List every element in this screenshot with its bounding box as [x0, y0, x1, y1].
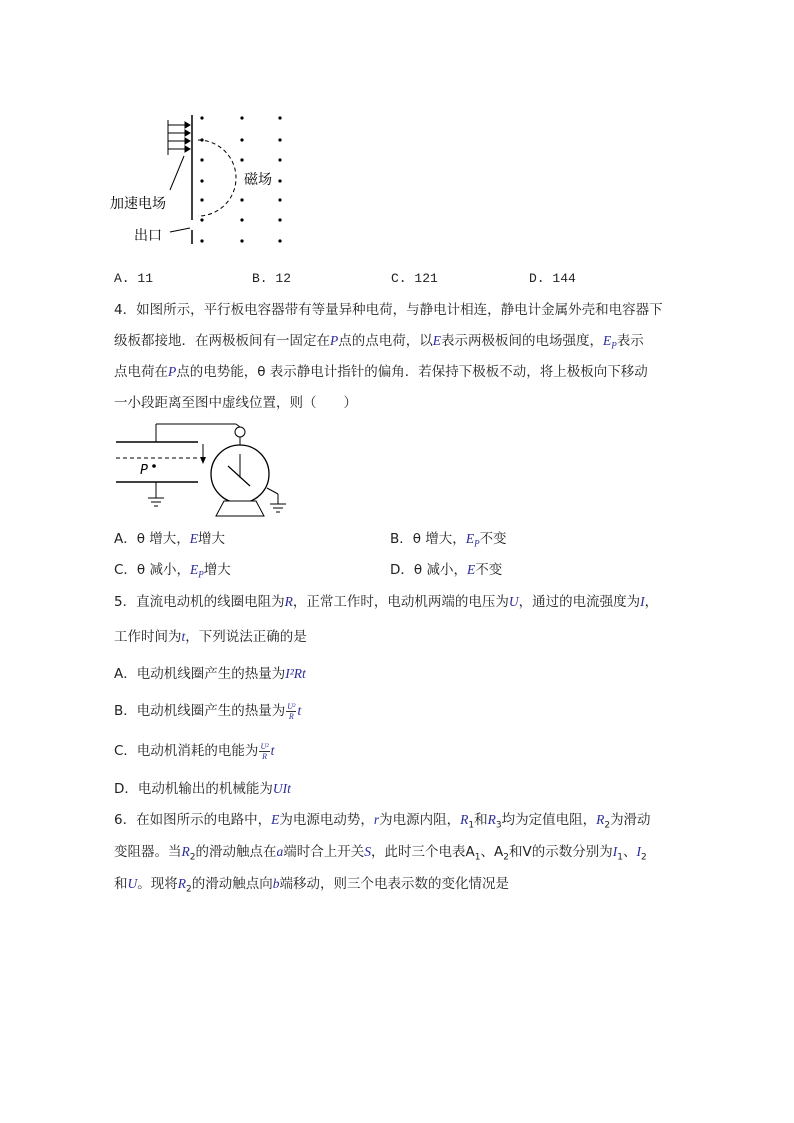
figure-capacitor-electrometer: [112, 418, 302, 520]
label-accelerating-field: 加速电场: [110, 196, 166, 212]
figure-magnetic-field: [108, 110, 308, 250]
label-exit: 出口: [134, 228, 162, 244]
q3-option-d: D. 144: [529, 271, 576, 286]
q6-line2: 变阻器。当$R_2$的滑动触点在a端时合上开关S，此时三个电表$A_1$、$A_2$和V的示数分别为$I_1$、$I_2$: [114, 844, 647, 863]
label-magnetic-field: 磁场: [244, 172, 272, 188]
q5-option-a: A．电动机线圈产生的热量为I²Rt: [114, 666, 306, 682]
q6-line1: 6．在如图所示的电路中，E为电源电动势，r为电源内阻，$R_1$和$R_3$均为定值电阻，$R_2$为滑动: [114, 812, 651, 831]
q4-line2: 级板都接地．在两极板间有一固定在P点的点电荷，以E表示两极板间的电场强度，$E_P$表示: [114, 333, 644, 351]
q5-line2: 工作时间为t，下列说法正确的是: [114, 629, 307, 645]
q5-option-c: C．电动机消耗的电能为 $\frac{\text{U²}}{R}$ t: [114, 741, 275, 761]
q4-option-c: C．θ 减小，$E_P$增大: [114, 562, 231, 580]
q4-option-a: A．θ 增大，E增大: [114, 531, 226, 547]
q6-line3: 和U。现将$R_2$的滑动触点向b端移动，则三个电表示数的变化情况是: [114, 876, 509, 895]
q3-option-c: C. 121: [391, 271, 438, 286]
q4-line1: 4．如图所示，平行板电容器带有等量异种电荷，与静电计相连，静电计金属外壳和电容器下: [114, 302, 663, 318]
q4-option-d: D．θ 减小，E不变: [390, 562, 503, 578]
q4-line4: 一小段距离至图中虚线位置，则（ ）: [114, 395, 357, 411]
q3-option-a: A. 11: [114, 271, 154, 286]
q5-option-b: B．电动机线圈产生的热量为 $\frac{\text{U²}}{R}$ t: [114, 701, 302, 721]
q4-line3: 点电荷在P点的电势能，θ 表示静电计指针的偏角．若保持下极板不动，将上极板向下移动: [114, 364, 648, 380]
q5-option-d: D．电动机输出的机械能为UIt: [114, 781, 291, 797]
q5-line1: 5．直流电动机的线圈电阻为R，正常工作时，电动机两端的电压为U，通过的电流强度为I，: [114, 594, 659, 610]
label-p: P: [140, 463, 148, 478]
q3-option-b: B. 12: [252, 271, 292, 286]
q4-option-b: B．θ 增大，$E_P$不变: [390, 531, 507, 549]
